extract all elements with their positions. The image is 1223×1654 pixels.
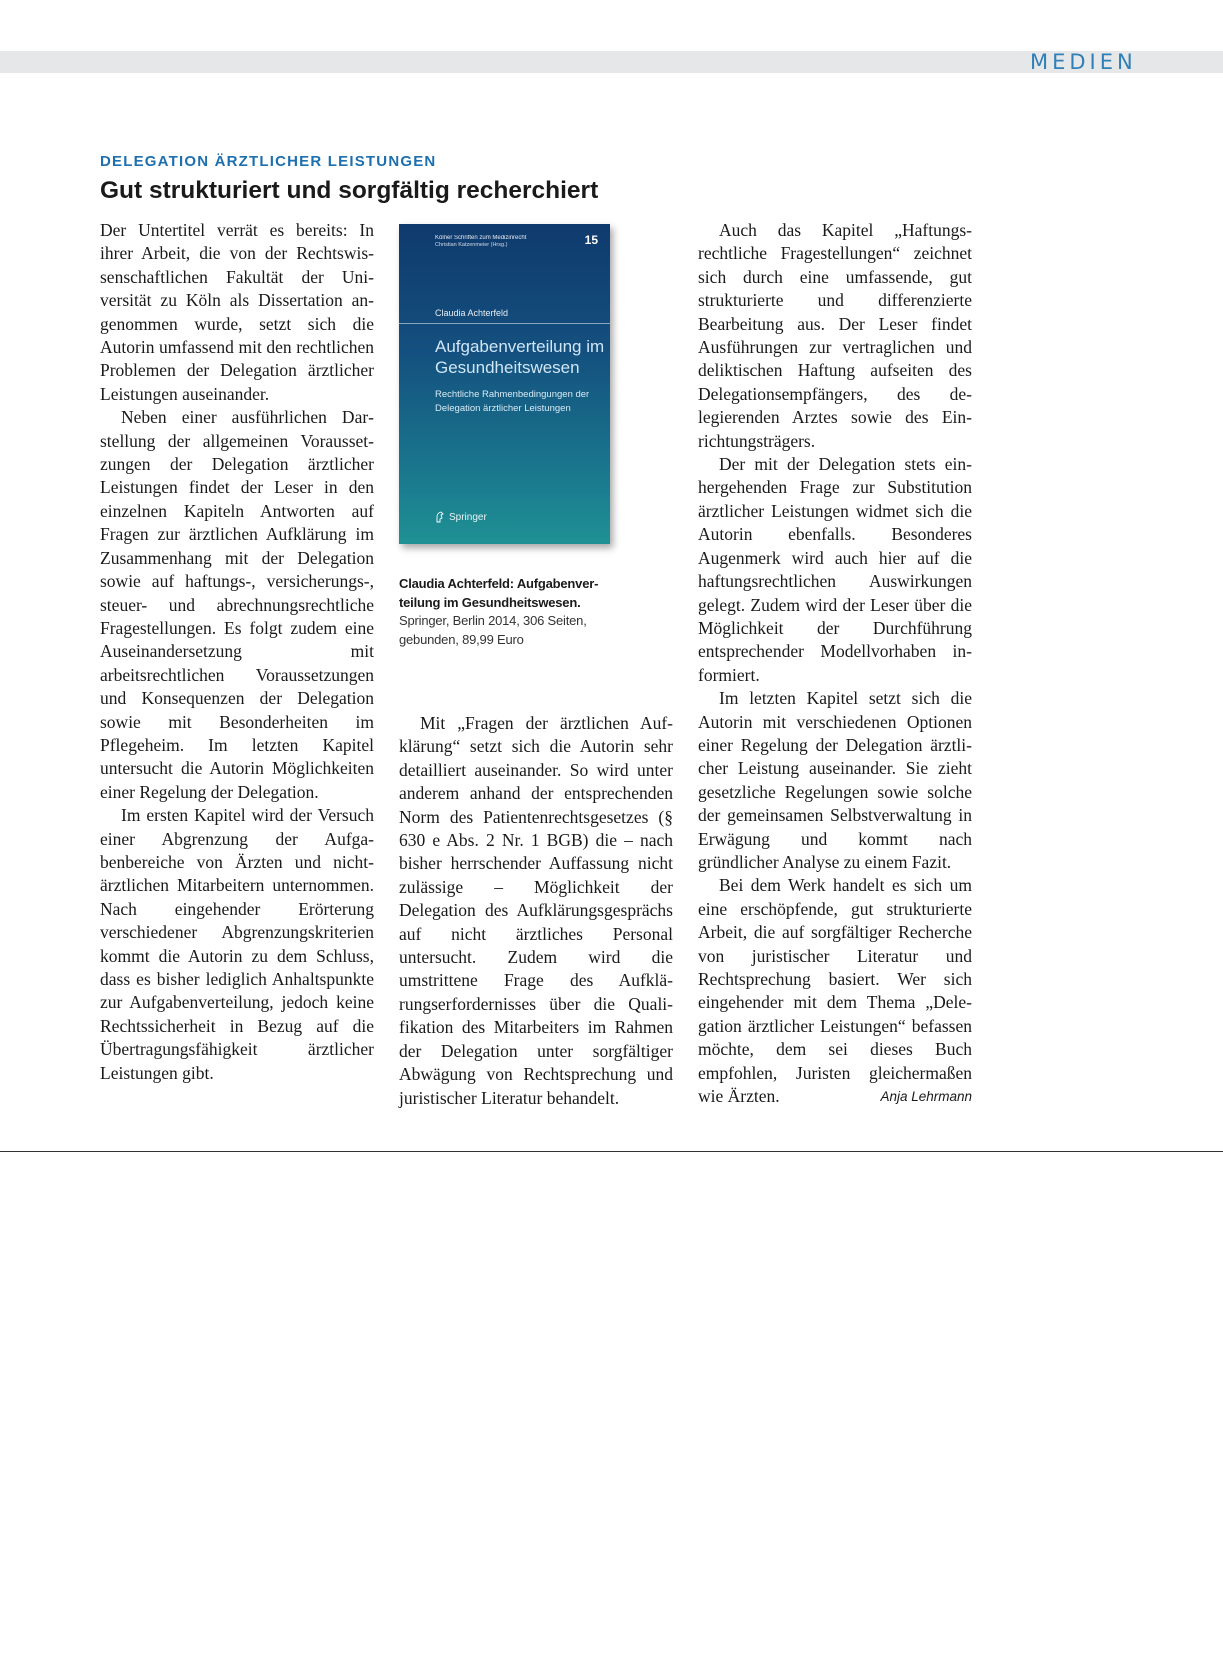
caption-details: Springer, Berlin 2014, 306 Seiten, gebunden, 89,99 Euro [399, 613, 587, 647]
paragraph: Neben einer ausführlichen Darstellung der allgemeinen Voraussetzungen der Delegation ärztlicher Leistungen findet der Leser in den einzelnen Kapiteln Antworten auf Fragen zur ärztlichen Aufklärung im Zusammenhang mit der Delegation sowie auf haftungs-, versicherungs-, steuer- und abrechnungsrechtliche Fragestellungen. Es folgt zudem eine Auseinandersetzung mit arbeitsrechtlichen Voraussetzungen und Konsequenzen der Delegation sowie mit Besonderheiten im Pflegeheim. Im letzten Kapitel untersucht die Autorin Möglichkeiten einer Regelung der Delegation. [100, 407, 374, 802]
springer-horse-icon [435, 511, 445, 523]
cover-publisher: Springer [449, 512, 487, 523]
cover-author: Claudia Achterfeld [435, 308, 509, 318]
paragraph: Bei dem Werk handelt es sich um eine erschöpfende, gut strukturierte Arbeit, die auf sorgfältiger Recherche von juristischer Literatur und Rechtsprechung basiert. Wer sich eingehender mit dem Thema „Delegation ärztlicher Leistungen“ befassen möchte, dem sei dieses Buch empfohlen, Juristen gleichermaßen wie Ärzten. [698, 875, 972, 1107]
cover-title: Aufgabenverteilung im Gesundheitswesen [435, 337, 605, 377]
article-headline: Gut strukturiert und sorgfältig recherchiert [100, 177, 599, 204]
cover-divider [399, 323, 610, 324]
cover-subtitle: Rechtliche Rahmenbedingungen der Delegation ärztlicher Leistungen [435, 389, 590, 414]
article-kicker: DELEGATION ÄRZTLICHER LEISTUNGEN [100, 153, 437, 170]
paragraph: Auch das Kapitel „Haftungsrechtliche Fragestellungen“ zeichnet sich durch eine umfassende, gut strukturierte und differenzierte Bearbeitung aus. Der Leser findet Ausführungen zur vertraglichen und deliktischen Haftung aufseiten des Delegationsempfängers, des delegierenden Arztes sowie des Einrichtungsträgers. [698, 220, 972, 451]
cover-volume-number: 15 [584, 233, 598, 247]
paragraph: Im letzten Kapitel setzt sich die Autorin mit verschiedenen Optionen einer Regelung der Delegation ärztlicher Leistung auseinander. Sie zieht gesetzliche Regelungen sowie solche der gemeinsamen Selbstverwaltung in Erwägung und kommt nach gründlicher Analyse zu einem Fazit. [698, 688, 972, 872]
section-label: MEDIEN [1030, 50, 1137, 74]
bottom-divider [0, 1151, 1223, 1152]
paragraph: Im ersten Kapitel wird der Versuch einer Abgrenzung der Aufgabenbereiche von Ärzten und nichtärztlichen Mitarbeitern unternommen. Nach eingehender Erörterung verschiedener Abgrenzungskriterien kommt die Autorin zu dem Schluss, dass es bisher lediglich Anhaltspunkte zur Aufgabenverteilung, jedoch keine Rechtssicherheit in Bezug auf die Übertragungsfähigkeit ärztlicher Leistungen gibt. [100, 805, 374, 1083]
author-signature: Anja Lehrmann [880, 1089, 972, 1105]
paragraph: Der Untertitel verrät es bereits: In ihrer Arbeit, die von der Rechtswissenschaftlichen Fakultät der Universität zu Köln als Dissertation angenommen wurde, setzt sich die Autorin umfassend mit den rechtlichen Problemen der Delegation ärztlicher Leistungen auseinander. [100, 220, 374, 404]
book-cover [399, 224, 610, 544]
cover-editor: Christian Katzenmeier (Hrsg.) [435, 242, 508, 248]
book-caption [399, 575, 609, 649]
article-column-2 [399, 712, 673, 1110]
article-column-1 [100, 219, 374, 1085]
cover-series: Kölner Schriften zum Medizinrecht [435, 235, 527, 241]
caption-title: Claudia Achterfeld: Aufgabenverteilung im Gesundheitswesen. [399, 576, 599, 610]
paragraph: Der mit der Delegation stets einhergehenden Frage zur Substitution ärztlicher Leistungen widmet sich die Autorin ebenfalls. Besonderes Augenmerk wird auch hier auf die haftungsrechtlichen Auswirkungen gelegt. Zudem wird der Leser über die Möglichkeit der Durchführung entsprechender Modellvorhaben informiert. [698, 454, 972, 685]
paragraph: Mit „Fragen der ärztlichen Aufklärung“ setzt sich die Autorin sehr detailliert auseinander. So wird unter anderem anhand der entsprechenden Norm des Patientenrechtsgesetzes (§ 630 e Abs. 2 Nr. 1 BGB) die – nach bisher herrschender Auffassung nicht zulässige – Möglichkeit der Delegation des Aufklärungsgesprächs auf nicht ärztliches Personal untersucht. Zudem wird die umstrittene Frage des Aufklärungserfordernisses über die Qualifikation des Mitarbeiters im Rahmen der Delegation unter sorgfältiger Abwägung von Rechtsprechung und juristischer Literatur behandelt. [399, 713, 673, 1108]
article-column-3 [698, 219, 972, 1108]
